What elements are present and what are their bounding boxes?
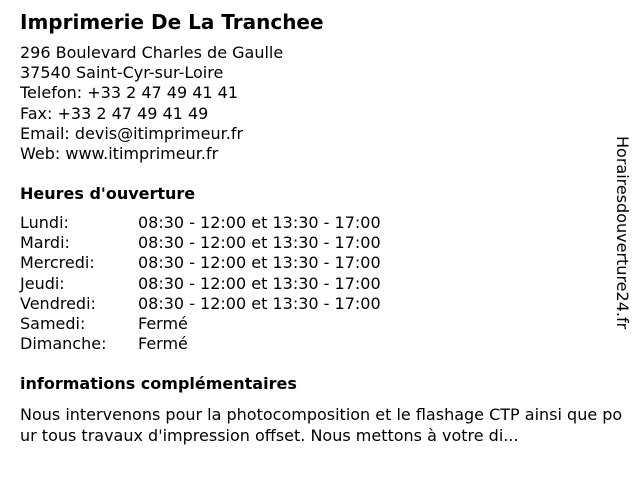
hours-heading: Heures d'ouverture [20,184,196,203]
day-label: Lundi: [20,213,69,232]
day-label: Jeudi: [20,273,65,293]
info-text: Nous intervenons pour la photocomposition et le flashage CTP ainsi que pour tous travaux d'impression offset. Nous mettons à votre di... [20,405,623,445]
time-value: 08:30 - 12:00 et 13:30 - 17:00 [138,253,381,273]
business-name: Imprimerie De La Tranchee [20,10,324,34]
contact-block [20,43,283,164]
day-label: Mercredi: [20,253,95,273]
hours-table [20,213,440,354]
time-value: Fermé [138,314,188,334]
day-label: Vendredi: [20,293,96,313]
hours-row [20,213,440,233]
time-value: 08:30 - 12:00 et 13:30 - 17:00 [138,213,381,232]
hours-row [20,233,440,253]
info-heading: informations complémentaires [20,374,297,393]
hours-row [20,334,440,354]
web-line: Web: www.itimprimeur.fr [20,144,219,164]
time-value: 08:30 - 12:00 et 13:30 - 17:00 [138,293,381,313]
hours-row [20,274,440,294]
fax-line: Fax: +33 2 47 49 41 49 [20,103,209,123]
hours-row [20,294,440,314]
side-brand-watermark: Horairesdouverture24.fr [613,136,632,330]
day-label: Samedi: [20,314,86,334]
address-line-2: 37540 Saint-Cyr-sur-Loire [20,63,224,83]
time-value: 08:30 - 12:00 et 13:30 - 17:00 [138,233,381,253]
hours-row [20,314,440,334]
email-line: Email: devis@itimprimeur.fr [20,123,244,143]
time-value: Fermé [138,334,188,354]
hours-row [20,253,440,273]
time-value: 08:30 - 12:00 et 13:30 - 17:00 [138,273,381,293]
day-label: Mardi: [20,233,70,253]
day-label: Dimanche: [20,334,107,354]
phone-line: Telefon: +33 2 47 49 41 41 [20,83,239,103]
address-line-1: 296 Boulevard Charles de Gaulle [20,43,284,62]
